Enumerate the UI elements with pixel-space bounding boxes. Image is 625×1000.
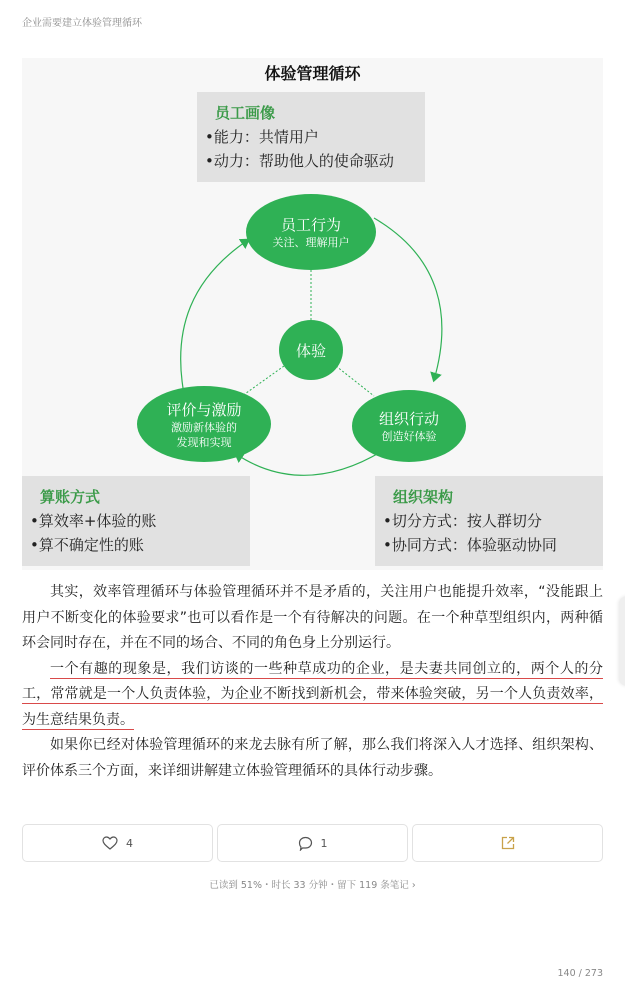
figure-title: 体验管理循环 xyxy=(264,64,361,83)
employee-behavior-title: 员工行为 xyxy=(280,216,341,234)
share-icon xyxy=(500,835,516,851)
org-structure-heading: 组织架构 xyxy=(393,488,454,506)
page-number: 140 / 273 xyxy=(557,968,603,979)
comment-count: 1 xyxy=(320,836,328,850)
evaluation-sub: 激励新体验的 xyxy=(171,420,237,434)
like-count: 4 xyxy=(126,836,133,850)
accounting-heading: 算账方式 xyxy=(40,488,101,506)
org-action-title: 组织行动 xyxy=(378,410,439,428)
experience-title: 体验 xyxy=(295,341,326,360)
paragraph-highlighted[interactable] xyxy=(22,657,603,734)
employee-behavior-sub: 关注、理解用户 xyxy=(272,236,350,249)
comment-icon xyxy=(298,836,313,851)
chapter-title: 企业需要建立体验管理循环 xyxy=(22,18,142,29)
evaluation-node xyxy=(137,386,271,462)
experience-node xyxy=(279,320,343,380)
org-structure-line: •协同方式：体验驱动协同 xyxy=(383,536,557,554)
reading-stats-link[interactable]: 已读到 51%・时长 33 分钟・留下 119 条笔记 › xyxy=(209,880,416,891)
accounting-box xyxy=(22,476,250,566)
share-button[interactable] xyxy=(412,824,603,862)
org-structure-line: •切分方式：按人群切分 xyxy=(383,512,542,530)
employee-behavior-node xyxy=(246,194,376,270)
org-action-node xyxy=(352,390,466,462)
paragraph: 其实，效率管理循环与体验管理循环并不是矛盾的，关注用户也能提升效率，“没能跟上用户不断变化的体验要求”也可以看作是一个有待解决的问题。在一个种草型组织内，两种循环会同时存在，并在不同的场合、不同的角色身上分别运行。 xyxy=(22,584,603,651)
article-body xyxy=(22,580,603,784)
experience-loop-figure xyxy=(22,58,603,570)
accounting-line: •算效率+体验的账 xyxy=(30,512,157,530)
employee-profile-heading: 员工画像 xyxy=(215,104,276,122)
side-drawer-handle[interactable] xyxy=(619,596,625,686)
employee-profile-line: •动力：帮助他人的使命驱动 xyxy=(205,152,394,170)
accounting-line: •算不确定性的账 xyxy=(30,536,144,554)
paragraph: 如果你已经对体验管理循环的来龙去脉有所了解，那么我们将深入人才选择、组织架构、评价体系三个方面，来详细讲解建立体验管理循环的具体行动步骤。 xyxy=(22,737,603,779)
comment-button[interactable] xyxy=(217,824,408,862)
org-action-sub: 创造好体验 xyxy=(381,430,437,443)
employee-profile-line: •能力：共情用户 xyxy=(205,128,319,146)
heart-icon xyxy=(102,836,118,850)
underline-note[interactable]: 一个有趣的现象是，我们访谈的一些种草成功的企业，是夫妻共同创立的，两个人的分工，常常就是一个人负责体验，为企业不断找到新机会，带来体验突破，另一个人负责效率，为生意结果负责。 xyxy=(22,660,603,728)
evaluation-title: 评价与激励 xyxy=(166,400,242,419)
evaluation-sub: 发现和实现 xyxy=(176,435,232,449)
action-bar xyxy=(22,824,603,862)
like-button[interactable] xyxy=(22,824,213,862)
org-structure-box xyxy=(375,476,603,566)
